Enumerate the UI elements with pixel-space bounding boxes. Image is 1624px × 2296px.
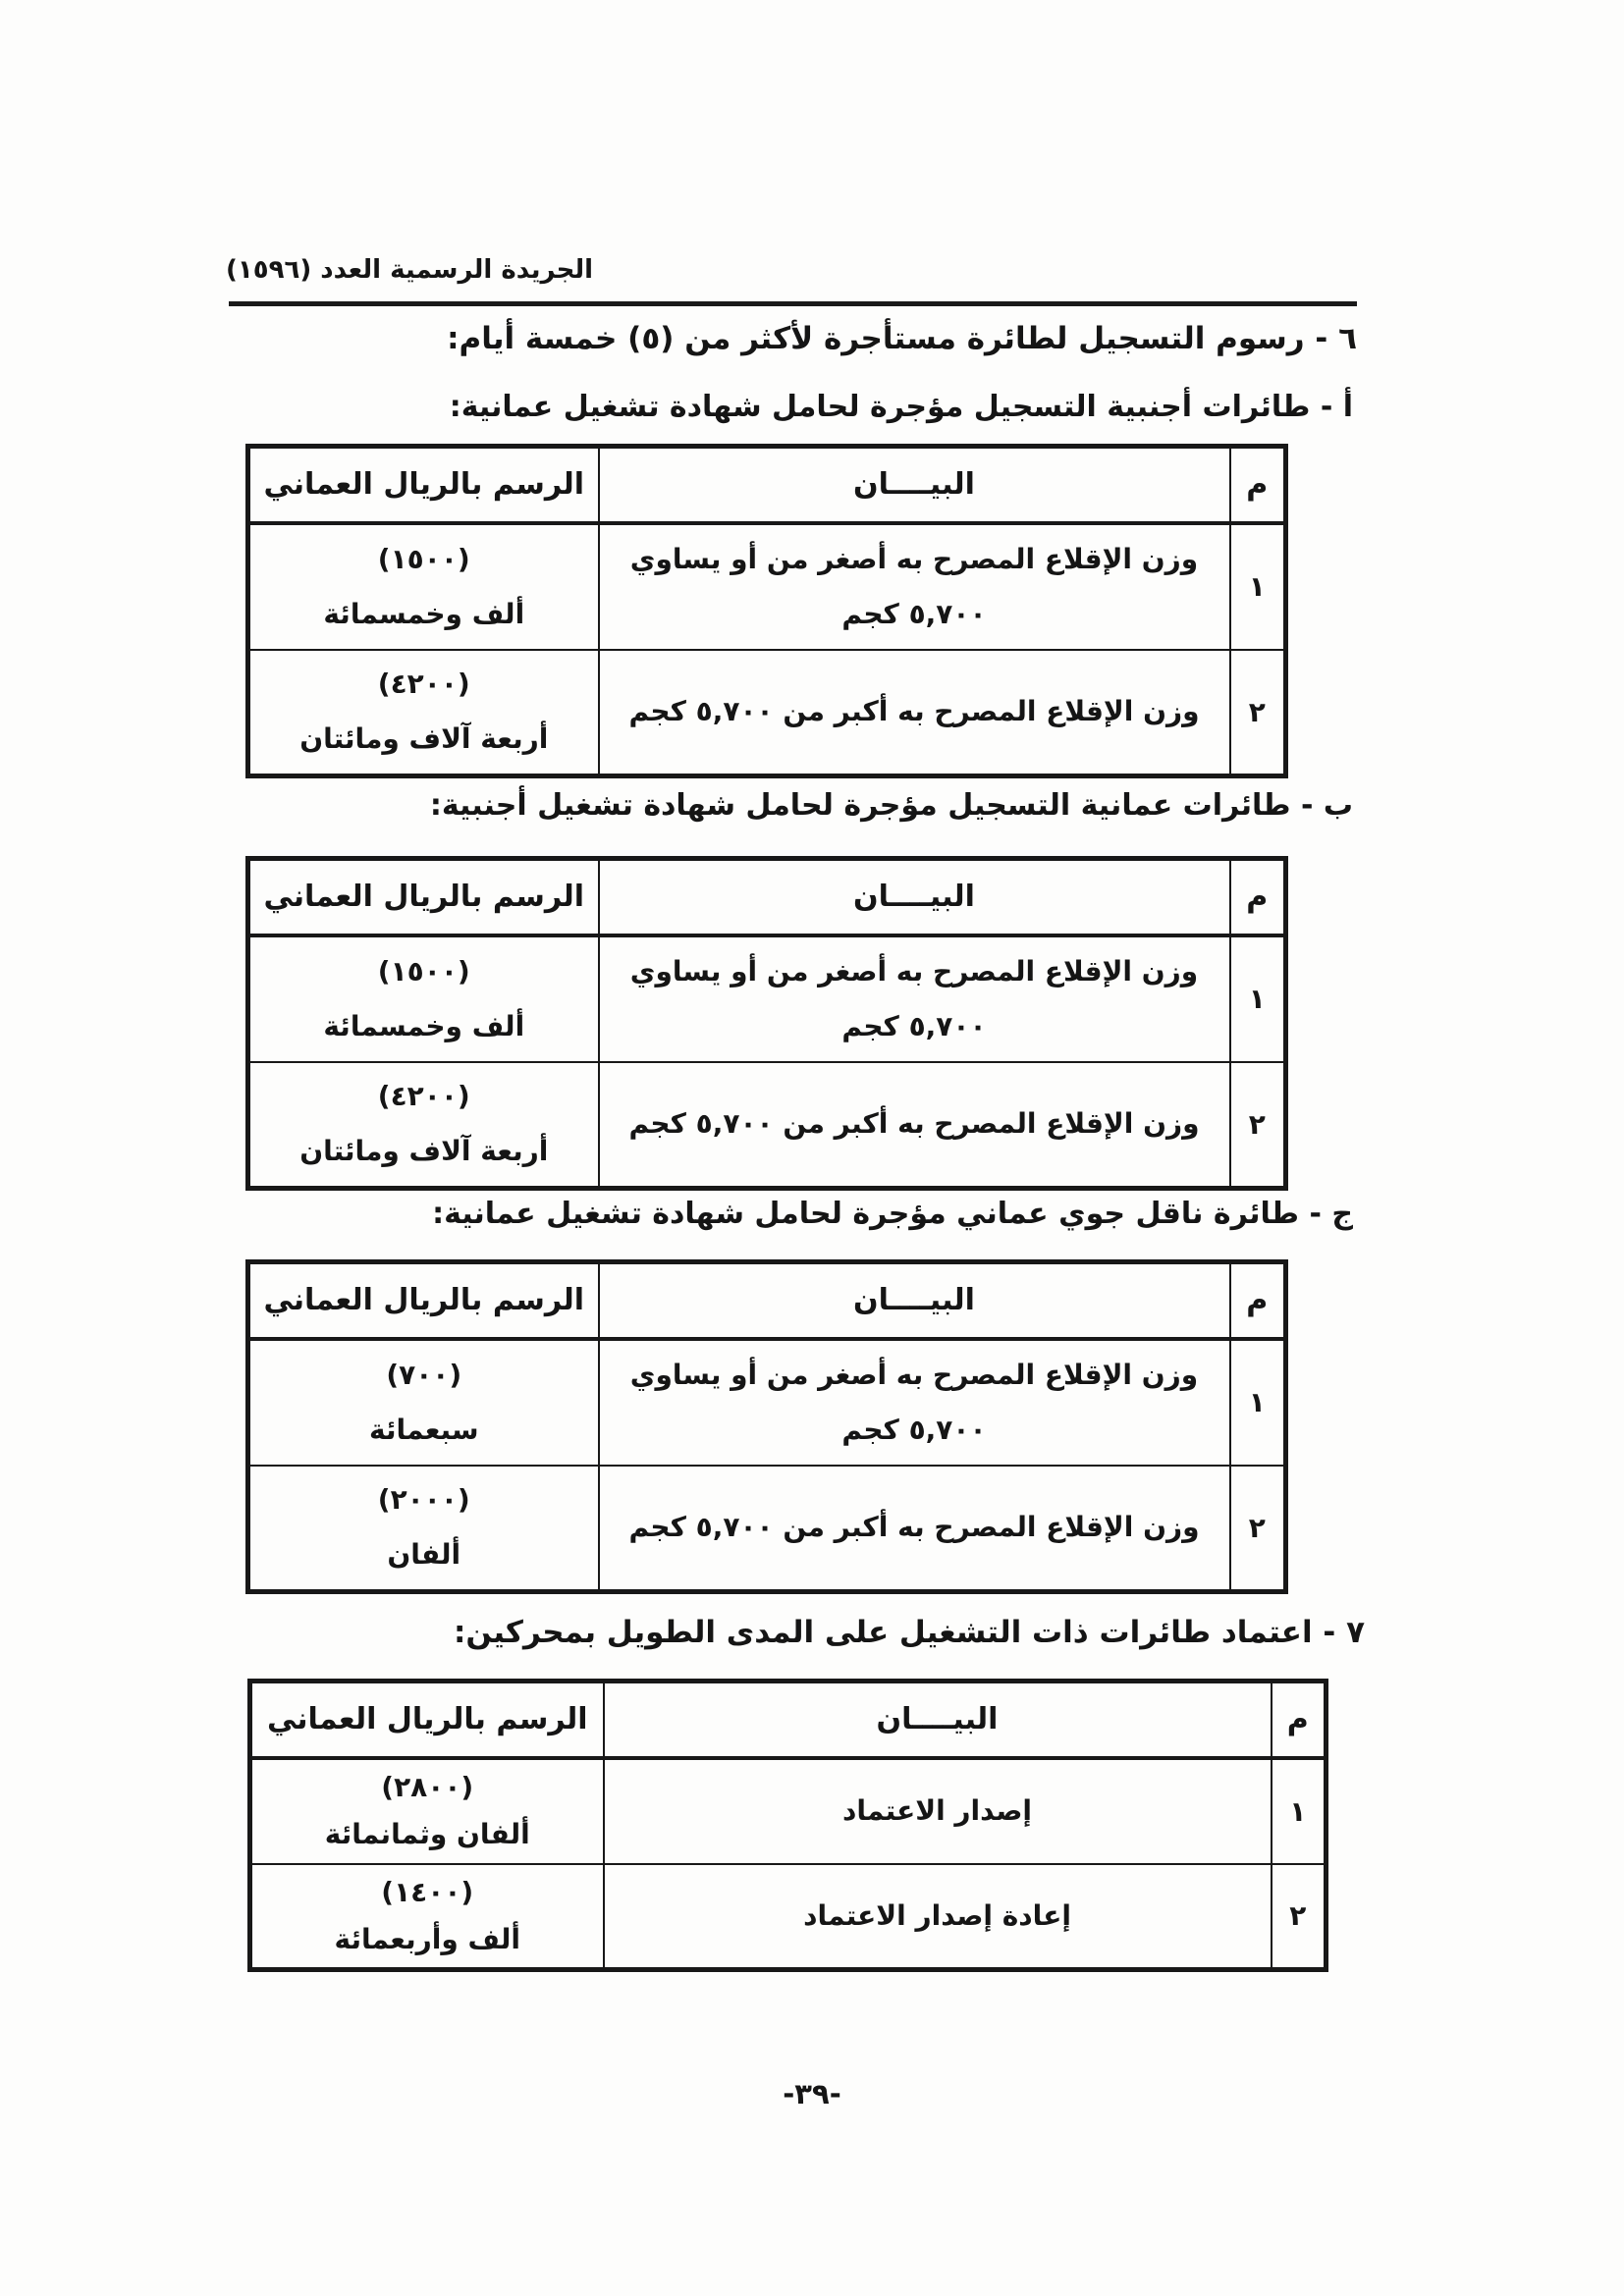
index-column-header: م bbox=[1272, 1682, 1326, 1758]
fee-column-header: الرسم بالريال العماني bbox=[248, 447, 599, 523]
description-line-1: وزن الإقلاع المصرح به أكبر من ٥,٧٠٠ كجم bbox=[628, 695, 1200, 728]
description-cell bbox=[599, 1339, 1230, 1466]
fee-amount-words: ألفان وثمانمائة bbox=[324, 1818, 530, 1850]
fee-amount-words: ألفان bbox=[387, 1538, 461, 1572]
row-number-cell: ١ bbox=[1230, 1339, 1286, 1466]
fee-amount-words: ألف وخمسمائة bbox=[323, 1009, 525, 1042]
table-header-row bbox=[248, 1262, 1286, 1339]
description-cell bbox=[604, 1758, 1272, 1864]
fee-amount-words: أربعة آلاف ومائتان bbox=[299, 1135, 549, 1168]
fee-amount: (١٥٠٠) bbox=[377, 542, 470, 575]
description-cell bbox=[599, 935, 1230, 1062]
fee-amount-words: ألف وخمسمائة bbox=[323, 597, 525, 630]
fee-column-header: الرسم بالريال العماني bbox=[248, 1262, 599, 1339]
description-cell bbox=[599, 1466, 1230, 1592]
subsection-heading-j: ج - طائرة ناقل جوي عماني مؤجرة لحامل شهادة تشغيل عمانية: bbox=[432, 1197, 1353, 1231]
fee-amount: (٢٨٠٠) bbox=[381, 1771, 474, 1803]
fees-table-a bbox=[245, 444, 1288, 778]
description-line-1: إعادة إصدار الاعتماد bbox=[803, 1898, 1071, 1932]
table-header-row bbox=[248, 859, 1286, 935]
fee-amount: (٤٢٠٠) bbox=[377, 1080, 470, 1113]
table-row bbox=[250, 1758, 1326, 1864]
description-column-header: البيــــان bbox=[599, 447, 1230, 523]
row-number-cell: ١ bbox=[1230, 523, 1286, 650]
row-number-cell: ٢ bbox=[1230, 1062, 1286, 1189]
description-line-1: وزن الإقلاع المصرح به أكبر من ٥,٧٠٠ كجم bbox=[628, 1511, 1200, 1544]
fees-table-accreditation bbox=[247, 1679, 1328, 1972]
description-line-2: ٥,٧٠٠ كجم bbox=[841, 1413, 987, 1446]
table-row bbox=[248, 1339, 1286, 1466]
index-column-header: م bbox=[1230, 447, 1286, 523]
fees-table-b bbox=[245, 856, 1288, 1191]
fee-amount: (٤٢٠٠) bbox=[377, 667, 470, 701]
subsection-heading-b: ب - طائرات عمانية التسجيل مؤجرة لحامل شهادة تشغيل أجنبية: bbox=[429, 788, 1353, 823]
section-heading-7: ٧ - اعتماد طائرات ذات التشغيل على المدى الطويل بمحركين: bbox=[453, 1615, 1365, 1650]
table-row bbox=[248, 523, 1286, 650]
index-column-header: م bbox=[1230, 1262, 1286, 1339]
description-column-header: البيــــان bbox=[599, 1262, 1230, 1339]
subsection-heading-a: أ - طائرات أجنبية التسجيل مؤجرة لحامل شهادة تشغيل عمانية: bbox=[449, 390, 1353, 424]
table-row bbox=[248, 1466, 1286, 1592]
fee-amount: (٢٠٠٠) bbox=[377, 1483, 470, 1517]
description-cell bbox=[599, 650, 1230, 776]
fee-column-header: الرسم بالريال العماني bbox=[248, 859, 599, 935]
fee-amount-words: سبعمائة bbox=[368, 1413, 479, 1446]
section-heading-6: ٦ - رسوم التسجيل لطائرة مستأجرة لأكثر من (٥) خمسة أيام: bbox=[447, 321, 1357, 356]
table-row bbox=[250, 1864, 1326, 1970]
description-cell bbox=[599, 523, 1230, 650]
fee-cell bbox=[248, 650, 599, 776]
fee-cell bbox=[248, 1466, 599, 1592]
description-line-1: إصدار الاعتماد bbox=[842, 1794, 1032, 1827]
fee-cell bbox=[250, 1864, 604, 1970]
fees-table-j bbox=[245, 1259, 1288, 1594]
description-line-2: ٥,٧٠٠ كجم bbox=[841, 597, 987, 630]
row-number-cell: ٢ bbox=[1230, 1466, 1286, 1592]
fee-cell bbox=[248, 1062, 599, 1189]
description-column-header: البيــــان bbox=[599, 859, 1230, 935]
page-number: -٣٩- bbox=[783, 2077, 841, 2110]
index-column-header: م bbox=[1230, 859, 1286, 935]
fee-amount: (٧٠٠) bbox=[386, 1358, 462, 1391]
description-line-2: ٥,٧٠٠ كجم bbox=[841, 1009, 987, 1042]
description-line-1: وزن الإقلاع المصرح به أصغر من أو يساوي bbox=[629, 542, 1199, 575]
row-number-cell: ٢ bbox=[1272, 1864, 1326, 1970]
description-line-1: وزن الإقلاع المصرح به أصغر من أو يساوي bbox=[629, 1358, 1199, 1391]
description-line-1: وزن الإقلاع المصرح به أكبر من ٥,٧٠٠ كجم bbox=[628, 1107, 1200, 1141]
gazette-title: الجريدة الرسمية العدد (١٥٩٦) bbox=[226, 255, 594, 285]
table-row bbox=[248, 935, 1286, 1062]
fee-amount: (١٥٠٠) bbox=[377, 954, 470, 988]
fee-column-header: الرسم بالريال العماني bbox=[250, 1682, 604, 1758]
fee-cell bbox=[250, 1758, 604, 1864]
table-header-row bbox=[248, 447, 1286, 523]
description-line-1: وزن الإقلاع المصرح به أصغر من أو يساوي bbox=[629, 954, 1199, 988]
row-number-cell: ١ bbox=[1230, 935, 1286, 1062]
fee-amount-words: ألف وأربعمائة bbox=[334, 1922, 520, 1955]
table-row bbox=[248, 1062, 1286, 1189]
table-header-row bbox=[250, 1682, 1326, 1758]
fee-cell bbox=[248, 1339, 599, 1466]
header-rule bbox=[229, 301, 1357, 306]
fee-amount-words: أربعة آلاف ومائتان bbox=[299, 722, 549, 756]
table-row bbox=[248, 650, 1286, 776]
fee-amount: (١٤٠٠) bbox=[381, 1875, 474, 1908]
fee-cell bbox=[248, 935, 599, 1062]
description-column-header: البيــــان bbox=[604, 1682, 1272, 1758]
description-cell bbox=[599, 1062, 1230, 1189]
row-number-cell: ١ bbox=[1272, 1758, 1326, 1864]
description-cell bbox=[604, 1864, 1272, 1970]
row-number-cell: ٢ bbox=[1230, 650, 1286, 776]
fee-cell bbox=[248, 523, 599, 650]
